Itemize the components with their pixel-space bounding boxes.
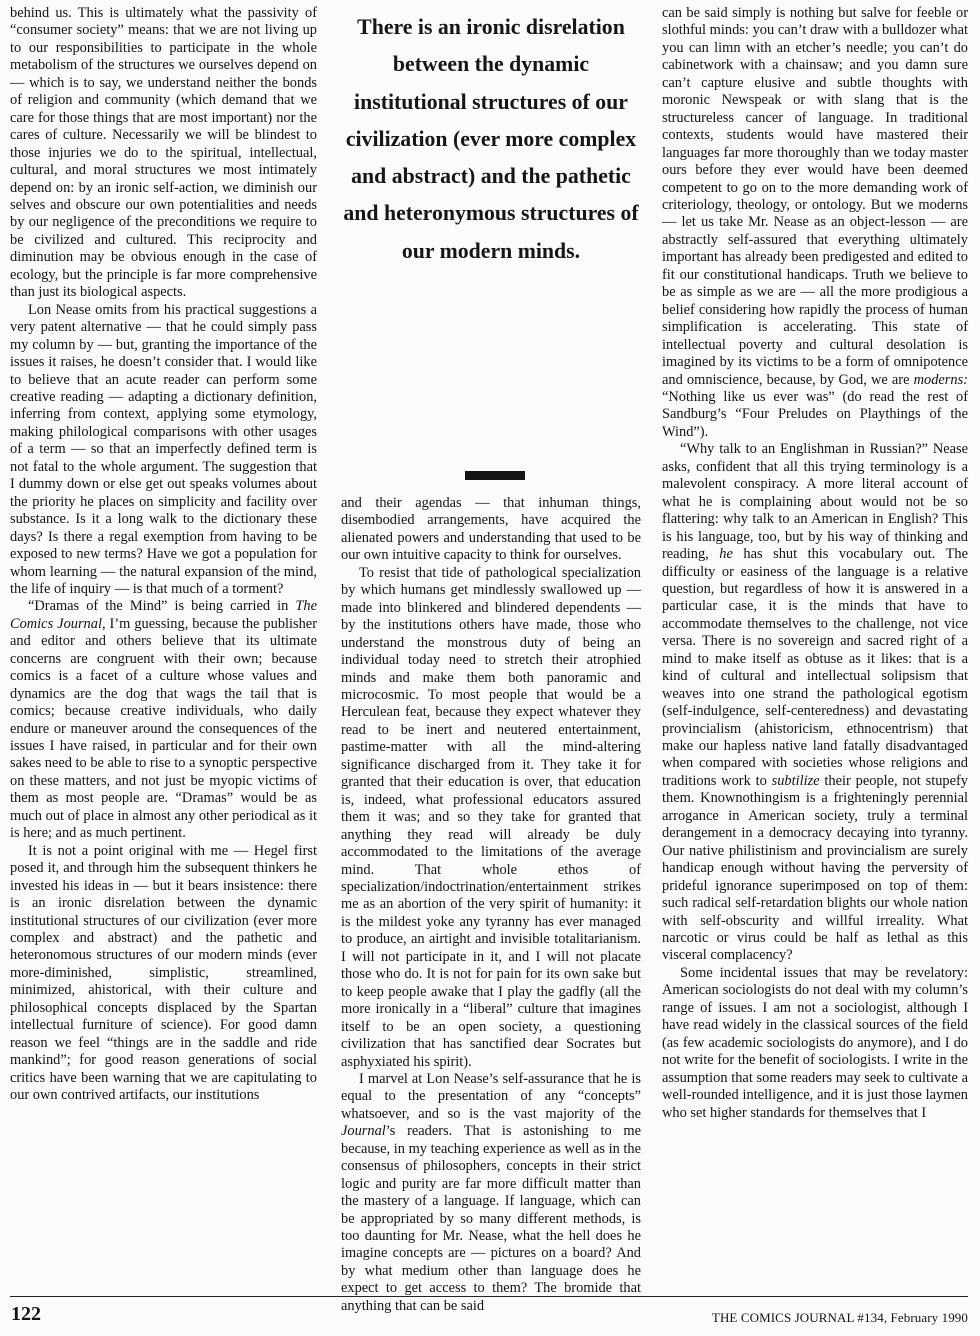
paragraph: and their agendas — that inhuman things, disembodied arrangements, have acquired the alienated powers and understanding that used to be our own intuitive capacity to think for ourselves. <box>341 495 641 564</box>
paragraph-text: I’m guessing, because the publisher and editor and others believe that its ultimate concerns are congruent with their own; because comics is a facet of a culture whose values and dynamics are the dog that wags the tail that is comics; because creative individuals, who daily endure or maneuver around the consequences of the issues I have raised, in particular and for their own sakes need to be able to rise to a synoptic perspective on these matters, and not just be myopic victims of them as most people are. “Dramas” would be as much out of place in almost any other periodical as it is here; and as much pertinent. <box>10 615 317 842</box>
paragraph: To resist that tide of pathological specialization by which humans get mindlessly swallowed up — made into blinkered and blindered dependents — by the institutions others have made, those who understand the monstrous duty of being an individual today need to stretch their atrophied minds and make them both panoramic and microcosmic. To most people that would be a Herculean feat, because they expect whatever they read to be inert and neutered entertainment, pastime-matter with all the mind-altering significance discharged from it. They take it for granted that their education is over, that education is, indeed, what professional educators assured them it was; and so they take for granted that anything they read will already be duly accommodated to the limitations of the average mind. That whole ethos of specialization/indoctrination/entertainment strikes me as an abortion of the very spirit of humanity: it is the mildest yoke any tyranny has ever managed to produce, an airtight and invisible totalitarianism. I will not participate in it, and I will not placate those who do. It is not for pain for its own sake but to keep people awake that I play the gadfly (all the more ironically in a “liberal” culture that imagines itself to be an open society, a questioning civilization that has sanctified dear Socrates but asphyxiated his spirit). <box>341 564 641 1070</box>
paragraph-text: “Dramas of the Mind” is being carried in <box>28 598 296 615</box>
journal-title: Journal <box>341 1123 386 1140</box>
paragraph-text: can be said simply is nothing but salve for feeble or slothful minds: you can’t draw with a bulldozer what you can limn with an etcher’s needle; you can’t do cabinetwork with a chainsaw; and you damn sure can’t capture elusive and subtle thoughts with moronic Newspeak or with slang that is the structureless cancer of language. In traditional contexts, students would have mastered their languages far more thoroughly than we today master ours before they ever would have been deemed competent to go on to the more demanding work of criteriology, theology, or ontology. But we moderns — let us take Mr. Nease as an object-lesson — are abstractly self-assured that everything ultimately important has already been predigested and edited to fit our constitutional handicaps. Truth we believe to be as simple as we are — all the more prodigious a belief considering how rapidly the process of human simplification is accelerating. This state of intellectual poverty and cultural desolation is imagined by its victims to be a form of omnipotence and omniscience, because, by God, we are <box>662 5 968 388</box>
column-1 <box>10 5 317 1105</box>
paragraph: It is not a point original with me — Hegel first posed it, and through him the subsequent thinkers he invested his ideas in — but it bears insistence: there is an ironic disrelation between the dynamic institutional structures of our civilization (ever more complex and abstract) and the pathetic and heteronomous structures of our modern minds (ever more-diminished, simplistic, streamlined, minimized, ahistorical, with their culture and philosophical concepts displaced by the Spartan intellectual furniture of science). For good damn reason we feel “things are in the saddle and ride mankind”; for good reason generations of social critics have been warning that we are capitulating to our own contrived artifacts, our institutions <box>10 842 317 1104</box>
page-number: 122 <box>11 1303 41 1325</box>
paragraph: behind us. This is ultimately what the passivity of “consumer society” means: that we are not living up to our responsibilities to participate in the whole metabolism of the structures we ourselves depend on — which is to say, we understand neither the bonds of religion and community (which demand that we care for those things that are most important) nor the cares of culture. Necessarily we will be blindest to those injuries we do to the spiritual, intellectual, cultural, and moral structures we most intimately depend on: by an ironic self-action, we diminish our selves and obscure our own potentialities and needs by our negligence of the preconditions we require to be civilized and cultured. This reciprocity and diminution may be obvious enough in the case of ecology, but the principle is far more comprehensive than just its biological aspects. <box>10 5 317 301</box>
column-2-body <box>341 495 641 1315</box>
journal-title: The Comics Journal, <box>10 598 317 632</box>
paragraph-text: has shut this vocabulary out. The difficulty or easiness of the language is a relative question, but regardless of how it is answered in a particular case, it is the minds that have to accommodate themselves to the challenge, not vice versa. There is no sovereign and sacred right of a mind to make itself as obtuse as it likes: that is a kind of cultural and intellectual solipsism that weaves into one strand the pathological egotism (self-indulgence, self-centeredness) and devastating provincialism (ahistoricism, ethnocentrism) that make our hapless native land fatally disadvantaged when compared with societies whose religions and traditions work to <box>662 546 968 789</box>
paragraph-text: ’s readers. That is astonishing to me because, in my teaching experience as well as in the consensus of philosophers, concepts in their strict logic and purity are far more difficult matter than the mastery of a language. If language, which can be appropriated by so many different methods, is too daunting for Mr. Nease, what the hell does he imagine concepts are — pictures on a board? And by what medium other than language does he expect to get access to them? The bromide that anything that can be said <box>341 1123 641 1314</box>
paragraph <box>662 441 968 965</box>
emphasis: he <box>719 546 733 563</box>
paragraph-text: “Why talk to an Englishman in Russian?” Nease asks, confident that all this trying terminology is a malevolent conspiracy. A more literal account of what he is complaining about would not be so flattering: why talk to an American in English? This is his language, too, but by his way of thinking and reading, <box>662 441 968 563</box>
paragraph-text: their people, not stupefy them. Knownothingism is a frighteningly perennial arrogance in American society, truly a terminal derangement in a democracy decaying into tyranny. Our native philistinism and provincialism are surely handicap enough without having the perversity of prideful ignorance superimposed on top of them: such radical self-retardation blights our whole nation with self-obscurity and willful irreality. What narcotic or virus could be half as lethal as this visceral complacency? <box>662 772 968 964</box>
paragraph: Lon Nease omits from his practical suggestions a very patent alternative — that he could simply pass my column by — but, granting the importance of the issues it raises, he doesn’t consider that. I would like to believe that an acute reader can perform some creative reading — adapting a dictionary definition, inferring from context, applying some etymology, making philological comparisons with other usages of a term — so that an imperfectly defined term is not fatal to the whole argument. The suggestion that I dummy down or else get out speaks volumes about the priority he places on simplicity and facility over substance. Is it a long walk to the dictionary these days? Is there a regal exemption from having to be exposed to new terms? Have we got a population for whom learning — the natural expansion of the mind, the life of inquiry — is that much of a torment? <box>10 301 317 597</box>
emphasis: subtilize <box>771 772 820 789</box>
footer-credit: THE COMICS JOURNAL #134, February 1990 <box>711 1310 968 1325</box>
footer-rule <box>10 1296 968 1297</box>
paragraph <box>10 598 317 842</box>
paragraph-text: “Nothing like us ever was” (do read the rest of Sandburg’s “Four Preludes on Playthings of the Wind”). <box>662 388 968 440</box>
column-2 <box>341 5 641 1314</box>
column-3 <box>662 5 968 1122</box>
paragraph: Some incidental issues that may be revelatory: American sociologists do not deal with my column’s range of issues. I am not a sociologist, although I have read widely in the classical sources of the field (as few academic sociologists do anymore), and I do not write for the benefit of sociologists. I write in the assumption that some readers may seek to cultivate a well-rounded intelligence, and it is just those laymen who set higher standards for themselves that I <box>662 964 968 1121</box>
section-divider-bar <box>465 471 525 480</box>
paragraph <box>662 5 968 441</box>
pull-quote: There is an ironic disrelation between the dynamic institutional structures of our civilization (ever more complex and abstract) and the pathetic and heteronymous structures of our modern minds. <box>343 15 639 263</box>
paragraph-text: I marvel at Lon Nease’s self-assurance that he is equal to the presentation of any “concepts” whatsoever, and so is the vast majority of the <box>341 1070 641 1122</box>
emphasis: moderns: <box>913 371 968 388</box>
paragraph <box>341 1071 641 1315</box>
